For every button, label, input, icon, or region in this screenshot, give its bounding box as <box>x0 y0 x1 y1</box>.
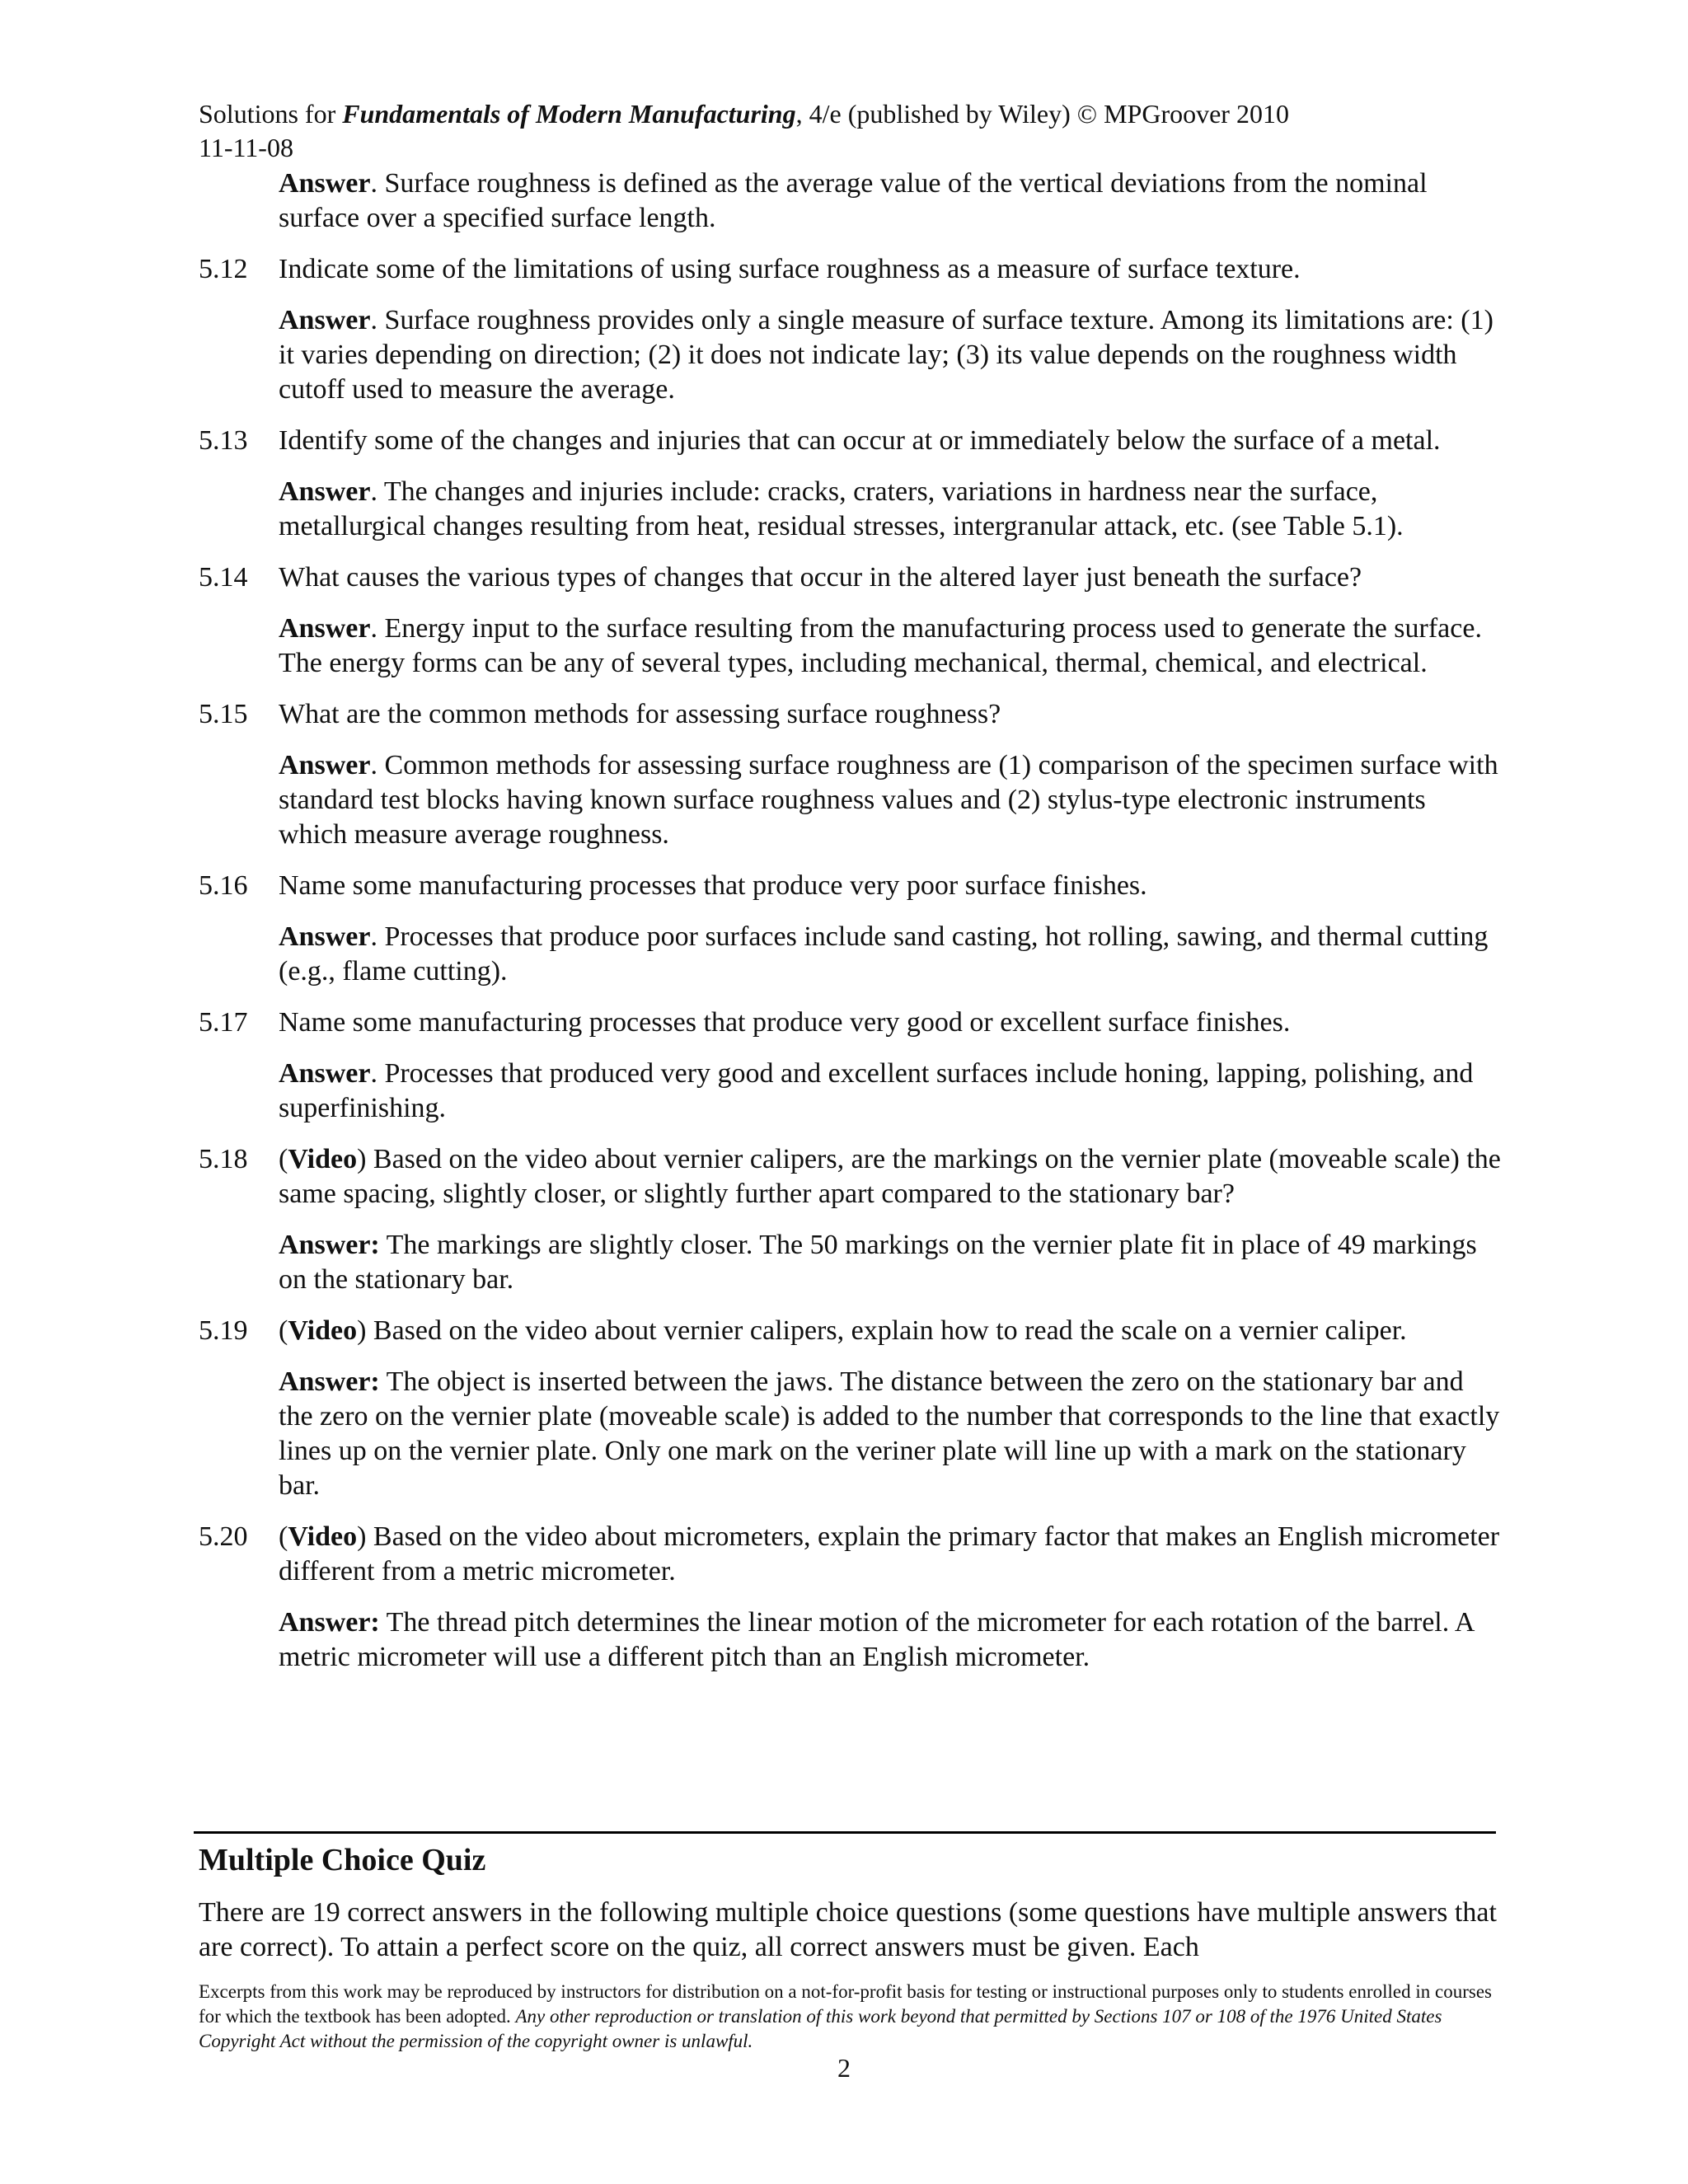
question-text <box>279 560 1501 595</box>
question-text <box>279 869 1501 903</box>
answer-block <box>279 303 1501 407</box>
answer-block <box>279 475 1501 544</box>
answer-block <box>279 920 1501 989</box>
question-text: (Video) Based on the video about micrometers, explain the primary factor that makes an English micrometer different from a metric micrometer. <box>279 1521 1500 1586</box>
question-list <box>199 166 1501 1675</box>
answer-text: . Surface roughness provides only a single measure of surface texture. Among its limitations are: (1) it varies depending on direction; (2) it does not indicate lay; (3) its value depends on the roughness width cutoff used to measure the average. <box>279 305 1493 405</box>
answer-text: . Processes that produce poor surfaces include sand casting, hot rolling, sawing, and thermal cutting (e.g., flame cutting). <box>279 921 1489 987</box>
answer-label: Answer: <box>279 1230 380 1260</box>
answer-label: Answer <box>279 1058 371 1089</box>
prior-answer <box>279 166 1501 236</box>
question-body: Based on the video about micrometers, explain the primary factor that makes an English micrometer different from a metric micrometer. <box>279 1521 1500 1586</box>
footer-normal: Excerpts from this work may be reproduced by instructors for distribution on a not-for-profit basis for testing or instructional purposes only to students enrolled in courses for which the textbook has been adopted. <box>199 1981 1492 2027</box>
book-title: Fundamentals of Modern Manufacturing <box>342 99 796 129</box>
answer-text: The object is inserted between the jaws. The distance between the zero on the stationary bar and the zero on the vernier plate (moveable scale) is added to the number that corresponds to the line that exactly lines up on the vernier plate. Only one mark on the veriner plate will line up with a mark on the stationary bar. <box>279 1366 1500 1501</box>
question-item <box>199 252 1501 287</box>
question-item <box>199 1314 1501 1348</box>
answer-block <box>279 1057 1501 1126</box>
header-prefix: Solutions for <box>199 99 343 129</box>
video-tag: Video <box>288 1144 358 1174</box>
answer-text: The thread pitch determines the linear motion of the micrometer for each rotation of the barrel. A metric micrometer will use a different pitch than an English micrometer. <box>279 1607 1474 1672</box>
question-body: Indicate some of the limitations of using surface roughness as a measure of surface texture. <box>279 254 1301 284</box>
page-number: 2 <box>837 2053 851 2083</box>
video-tag: Video <box>288 1521 358 1552</box>
question-number: 5.16 <box>199 870 248 901</box>
answer-text: The markings are slightly closer. The 50 markings on the vernier plate fit in place of 49 markings on the stationary bar. <box>279 1230 1477 1295</box>
answer-label: Answer <box>279 305 371 335</box>
question-number: 5.15 <box>199 699 248 729</box>
question-body: What are the common methods for assessing surface roughness? <box>279 699 1001 729</box>
question-item <box>199 560 1501 595</box>
page-header <box>199 97 1289 165</box>
answer-block <box>279 748 1501 852</box>
answer-label: Answer <box>279 750 371 780</box>
question-number: 5.18 <box>199 1144 248 1174</box>
header-suffix: , 4/e (published by Wiley) © MPGroover 2010 <box>795 99 1289 129</box>
answer-block <box>279 612 1501 681</box>
question-text: (Video) Based on the video about vernier calipers, are the markings on the vernier plate (moveable scale) the same spacing, slightly closer, or slightly further apart compared to the stationary bar? <box>279 1144 1501 1209</box>
answer-block <box>279 1228 1501 1297</box>
video-tag: Video <box>288 1315 358 1346</box>
question-text <box>279 697 1501 732</box>
section-intro: There are 19 correct answers in the following multiple choice questions (some questions have multiple answers that are correct). To attain a perfect score on the quiz, all correct answers must be given. Each <box>199 1897 1497 1962</box>
answer-label: Answer: <box>279 1607 380 1638</box>
answer-label: Answer: <box>279 1366 380 1397</box>
question-text: (Video) Based on the video about vernier calipers, explain how to read the scale on a vernier caliper. <box>279 1315 1407 1346</box>
footer-italic: Any other reproduction or translation of this work beyond that permitted by Sections 107 or 108 of the 1976 United States Copyright Act without the permission of the copyright owner is unlawful. <box>199 2006 1442 2051</box>
section-title: Multiple Choice Quiz <box>199 1843 486 1877</box>
answer-text: . Surface roughness is defined as the average value of the vertical deviations from the nominal surface over a specified surface length. <box>279 168 1428 233</box>
question-body: Identify some of the changes and injuries that can occur at or immediately below the surface of a metal. <box>279 425 1441 456</box>
question-number: 5.19 <box>199 1315 248 1346</box>
question-item <box>199 1142 1501 1212</box>
question-item <box>199 424 1501 458</box>
question-number: 5.17 <box>199 1007 248 1038</box>
answer-label: Answer <box>279 168 371 199</box>
answer-text: . The changes and injuries include: cracks, craters, variations in hardness near the surface, metallurgical changes resulting from heat, residual stresses, intergranular attack, etc. (see Table 5.1). <box>279 476 1404 541</box>
question-number: 5.20 <box>199 1521 248 1552</box>
answer-label: Answer <box>279 476 371 507</box>
question-item <box>199 869 1501 903</box>
question-text <box>279 424 1501 458</box>
answer-label: Answer <box>279 921 371 952</box>
copyright-footer <box>199 1980 1517 2054</box>
answer-block <box>279 1365 1501 1503</box>
question-body: Name some manufacturing processes that produce very good or excellent surface finishes. <box>279 1007 1291 1038</box>
question-number: 5.13 <box>199 425 248 456</box>
section-divider <box>194 1831 1496 1834</box>
question-text <box>279 1005 1501 1040</box>
header-line <box>199 97 1289 131</box>
answer-label: Answer <box>279 613 371 644</box>
question-item <box>199 697 1501 732</box>
question-body: Based on the video about vernier calipers, explain how to read the scale on a vernier caliper. <box>373 1315 1407 1346</box>
question-text <box>279 252 1501 287</box>
question-number: 5.12 <box>199 254 248 284</box>
answer-text: . Processes that produced very good and excellent surfaces include honing, lapping, polishing, and superfinishing. <box>279 1058 1474 1123</box>
answer-block <box>279 1605 1501 1675</box>
answer-text: . Common methods for assessing surface roughness are (1) comparison of the specimen surface with standard test blocks having known surface roughness values and (2) stylus-type electronic instruments which measure average roughness. <box>279 750 1498 850</box>
question-body: Name some manufacturing processes that produce very poor surface finishes. <box>279 870 1147 901</box>
question-body: Based on the video about vernier calipers, are the markings on the vernier plate (moveable scale) the same spacing, slightly closer, or slightly further apart compared to the stationary bar? <box>279 1144 1501 1209</box>
question-body: What causes the various types of changes that occur in the altered layer just beneath the surface? <box>279 562 1362 593</box>
question-item <box>199 1520 1501 1589</box>
header-date: 11-11-08 <box>199 133 293 162</box>
question-number: 5.14 <box>199 562 248 593</box>
question-item <box>199 1005 1501 1040</box>
answer-text: . Energy input to the surface resulting from the manufacturing process used to generate the surface. The energy forms can be any of several types, including mechanical, thermal, chemical, and electrical. <box>279 613 1482 678</box>
